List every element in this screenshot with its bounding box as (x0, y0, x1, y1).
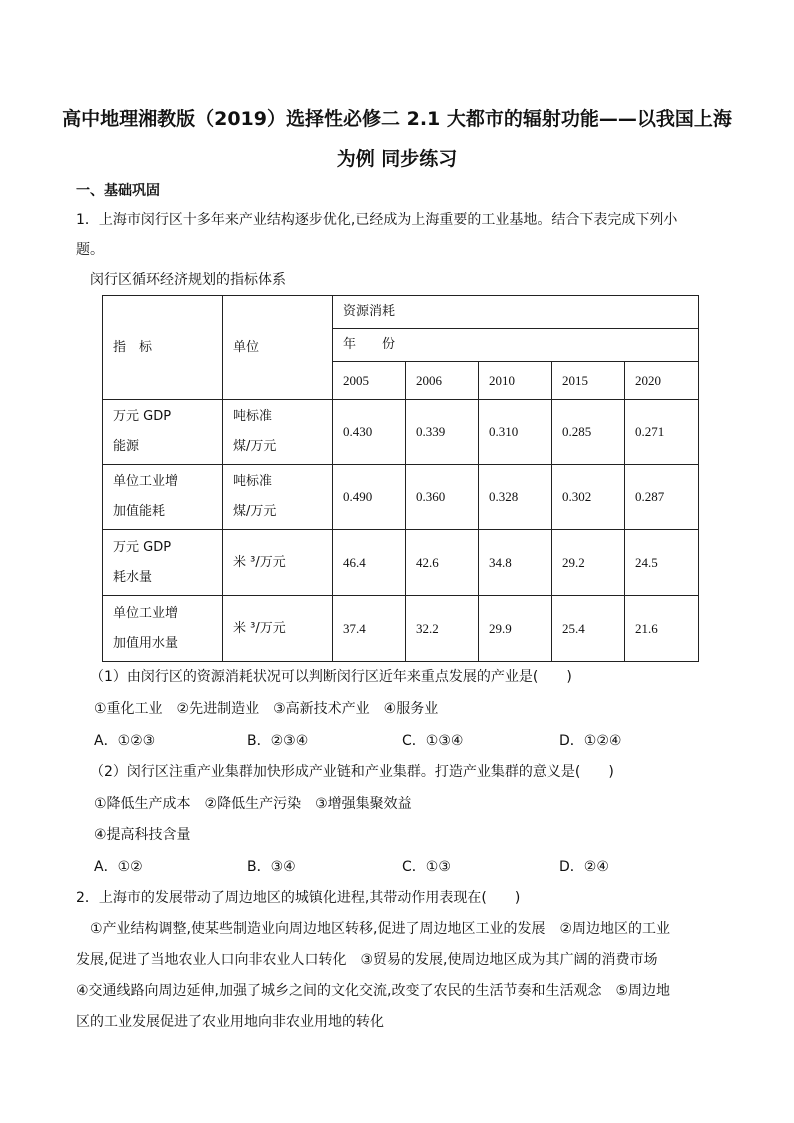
q2-line-2: 发展,促进了当地农业人口向非农业人口转化 ③贸易的发展,使周边地区成为其广阔的消费市场 (76, 952, 658, 968)
value-cell: 0.490 (333, 465, 406, 530)
indicator-text: 单位工业增 (113, 474, 179, 489)
unit-cell (223, 400, 333, 465)
unit-text: 吨标准 (233, 409, 273, 424)
q1-sub1-option-a[interactable]: A．①②③ (94, 733, 156, 749)
q1-sub1-option-d[interactable]: D．①②④ (559, 733, 622, 749)
q1-sub2-option-d[interactable]: D．②④ (559, 859, 609, 875)
year-cell: 2015 (552, 362, 625, 400)
indicator-cell (103, 465, 223, 530)
q2-line-3: ④交通线路向周边延伸,加强了城乡之间的文化交流,改变了农民的生活节奏和生活观念 ⑤周边地 (76, 983, 670, 999)
header-indicator: 指 标 (103, 296, 223, 400)
value-cell: 0.339 (406, 400, 479, 465)
indicator-text: 万元 GDP (113, 409, 172, 424)
indicator-text: 加值用水量 (113, 635, 179, 651)
indicator-text: 耗水量 (113, 569, 153, 585)
value-cell: 0.310 (479, 400, 552, 465)
q1-sub2-items-line-1: ①降低生产成本 ②降低生产污染 ③增强集聚效益 (94, 796, 412, 812)
indicator-table (102, 295, 699, 662)
table-row (103, 530, 699, 596)
value-cell: 29.2 (552, 530, 625, 596)
indicator-cell (103, 530, 223, 596)
value-cell: 21.6 (625, 596, 699, 662)
section-heading: 一、基础巩固 (76, 183, 160, 199)
q1-sub1-items: ①重化工业 ②先进制造业 ③高新技术产业 ④服务业 (94, 701, 439, 717)
q2-stem: 2．上海市的发展带动了周边地区的城镇化进程,其带动作用表现在( ) (76, 890, 521, 906)
q1-sub1-option-b[interactable]: B．②③④ (247, 733, 309, 749)
value-cell: 0.430 (333, 400, 406, 465)
value-cell: 29.9 (479, 596, 552, 662)
indicator-text: 加值能耗 (113, 504, 166, 519)
value-cell: 0.285 (552, 400, 625, 465)
document-title-line-2: 为例 同步练习 (336, 148, 458, 170)
value-cell: 24.5 (625, 530, 699, 596)
q1-sub2-option-c[interactable]: C．①③ (402, 859, 451, 875)
table-row (103, 465, 699, 530)
year-cell: 2010 (479, 362, 552, 400)
year-cell: 2006 (406, 362, 479, 400)
table-row (103, 596, 699, 662)
indicator-cell (103, 596, 223, 662)
q1-sub2-items-line-2: ④提高科技含量 (94, 827, 191, 843)
value-cell: 0.360 (406, 465, 479, 530)
value-cell: 0.271 (625, 400, 699, 465)
indicator-cell (103, 400, 223, 465)
indicator-text: 单位工业增 (113, 605, 179, 621)
document-title-line-1: 高中地理湘教版（2019）选择性必修二 2.1 大都市的辐射功能——以我国上海 (62, 108, 732, 130)
value-cell: 0.328 (479, 465, 552, 530)
q2-line-4: 区的工业发展促进了农业用地向非农业用地的转化 (76, 1014, 384, 1030)
unit-cell: 米 ³/万元 (223, 596, 333, 662)
q1-sub2-option-a[interactable]: A．①② (94, 859, 143, 875)
q1-stem-line-1: 1．上海市闵行区十多年来产业结构逐步优化,已经成为上海重要的工业基地。结合下表完成下列小 (76, 212, 678, 228)
value-cell: 0.302 (552, 465, 625, 530)
indicator-text: 万元 GDP (113, 539, 172, 555)
table-caption: 闵行区循环经济规划的指标体系 (90, 272, 286, 288)
value-cell: 32.2 (406, 596, 479, 662)
q1-sub1-stem: （1）由闵行区的资源消耗状况可以判断闵行区近年来重点发展的产业是( ) (90, 669, 572, 685)
q2-line-1: ①产业结构调整,使某些制造业向周边地区转移,促进了周边地区工业的发展 ②周边地区的工业 (76, 921, 670, 937)
indicator-text: 能源 (113, 439, 140, 454)
q1-sub1-option-c[interactable]: C．①③④ (402, 733, 464, 749)
unit-text: 吨标准 (233, 474, 273, 489)
unit-cell (223, 465, 333, 530)
year-cell: 2020 (625, 362, 699, 400)
header-resource-consumption: 资源消耗 (333, 296, 699, 329)
value-cell: 37.4 (333, 596, 406, 662)
header-year: 年 份 (333, 329, 699, 362)
unit-text: 煤/万元 (233, 439, 277, 454)
value-cell: 0.287 (625, 465, 699, 530)
header-unit: 单位 (223, 296, 333, 400)
unit-text: 煤/万元 (233, 504, 277, 519)
table-row (103, 400, 699, 465)
value-cell: 25.4 (552, 596, 625, 662)
q1-sub2-stem: （2）闵行区注重产业集群加快形成产业链和产业集群。打造产业集群的意义是( ) (90, 764, 614, 780)
value-cell: 42.6 (406, 530, 479, 596)
value-cell: 34.8 (479, 530, 552, 596)
q1-stem-line-2: 题。 (76, 242, 104, 258)
q1-sub2-option-b[interactable]: B．③④ (247, 859, 296, 875)
value-cell: 46.4 (333, 530, 406, 596)
unit-cell: 米 ³/万元 (223, 530, 333, 596)
year-cell: 2005 (333, 362, 406, 400)
